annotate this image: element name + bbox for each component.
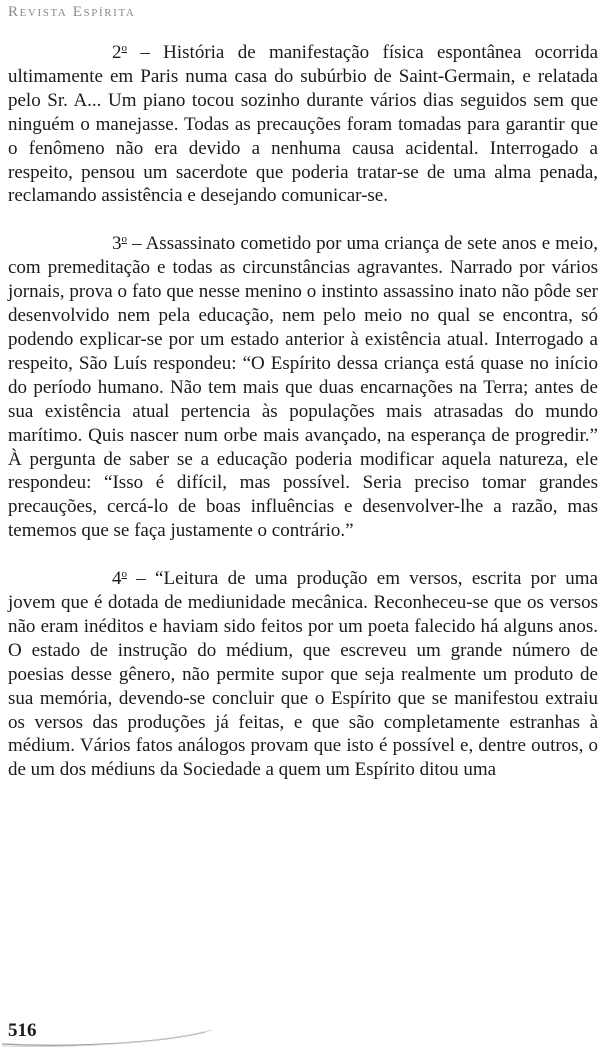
paragraph-item-2 [8,41,598,208]
item-number: 4 [112,568,122,590]
paragraph-item-4 [8,567,598,782]
item-number: 3 [112,233,122,255]
paragraph-item-3 [8,232,598,543]
paragraph-text: – Assassinato cometido por uma criança de sete anos e meio, com premeditação e todas as circunstâncias agravantes. Narrado por vários jornais, prova o fato que nesse menino o instinto assassino inato não pôde ser desenvolvido nem pela educação, nem pelo meio no qual se encontra, só podendo explicar-se por um estado anterior à existência atual. Interrogado a respeito, São Luís respondeu: “O Espírito dessa criança está quase no início do período humano. Não tem mais que duas encarnações na Terra; antes de sua existência atual pertencia às populações mais atrasadas do mundo marítimo. Quis nascer num orbe mais avançado, na esperança de progredir.” À pergunta de saber se a educação poderia modificar aquela natureza, ele respondeu: “Isso é difícil, mas possível. Seria preciso tomar grandes precauções, cercá-lo de boas influências e desenvolver-lhe a razão, mas tememos que se faça justamente o contrário.” [8,233,598,542]
ordinal-mark: o [121,233,127,246]
paragraph-text: – História de manifestação física espontânea ocorrida ultimamente em Paris numa casa do subúrbio de Saint-Germain, e relatada pelo Sr. A... Um piano tocou sozinho durante vários dias seguidos sem que ninguém o manejasse. Todas as precauções foram tomadas para garantir que o fenômeno não era devido a nenhuma causa acidental. Interrogado a respeito, pensou um sacerdote que poderia tratar-se de uma alma penada, reclamando assistência e desejando comunicar-se. [8,42,598,207]
paragraph-text: – “Leitura de uma produção em versos, escrita por uma jovem que é dotada de mediunidade mecânica. Reconheceu-se que os versos não eram inéditos e haviam sido feitos por um poeta falecido há alguns anos. O estado de instrução do médium, que escreveu um grande número de poesias desse gênero, não permite supor que seja realmente um produto de sua memória, devendo-se concluir que o Espírito que se manifestou extraiu os versos das produções já feitas, e que são completamente estranhas à médium. Vários fatos análogos provam que isto é possível e, dentre outros, o de um dos médiuns da Sociedade a quem um Espírito ditou uma [8,568,598,781]
ordinal-mark: o [121,568,127,581]
body-text [8,41,598,782]
item-number: 2 [112,42,122,63]
ordinal-mark: o [121,42,127,54]
running-header: Revista Espírita [8,4,136,20]
footer-swoosh-decoration [0,1018,260,1048]
page-number: 516 [8,1020,37,1041]
